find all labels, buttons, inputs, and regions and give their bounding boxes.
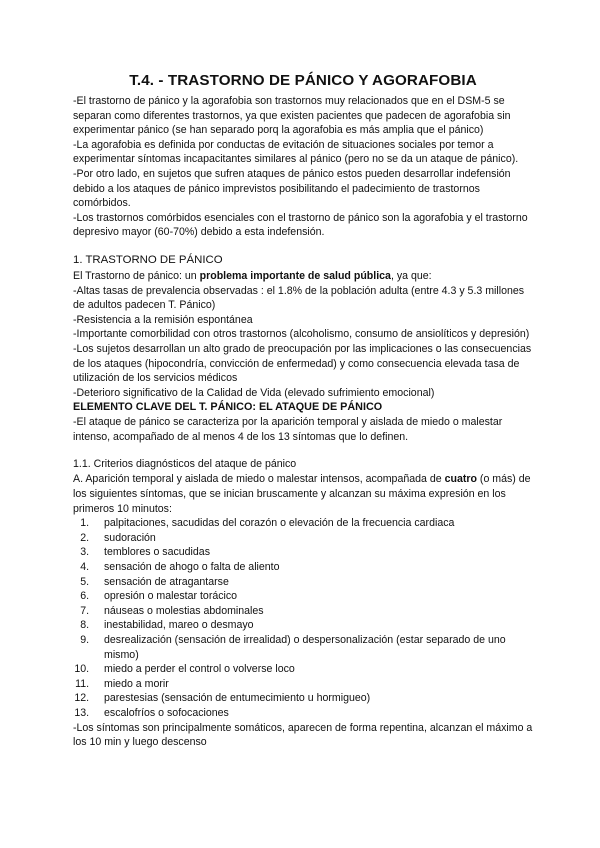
symptom-item: 9. desrealización (sensación de irrealidad) o despersonalización (estar separado de uno mismo)	[92, 633, 533, 662]
symptom-list	[73, 516, 533, 720]
closing-note: -Los síntomas son principalmente somáticos, aparecen de forma repentina, alcanzan el máximo a los 10 min y luego descenso	[73, 721, 533, 749]
symptom-item: 6. opresión o malestar torácico	[92, 589, 533, 604]
document-page	[73, 72, 533, 750]
symptom-item: 8. inestabilidad, mareo o desmayo	[92, 618, 533, 633]
key-element-heading: ELEMENTO CLAVE DEL T. PÁNICO: EL ATAQUE DE PÁNICO	[73, 401, 383, 414]
point-item: -Los sujetos desarrollan un alto grado de preocupación por las implicaciones o las consecuencias de los ataques (hipocondría, convicción de enfermedad) y como consecuencia elevada tasa de utilización de los servicios médicos	[73, 342, 532, 385]
key-element-text: -El ataque de pánico se caracteriza por la aparición temporal y aislada de miedo o malestar intenso, acompañado de al menos 4 de los 13 síntomas que lo definen.	[73, 416, 503, 443]
symptom-item: 2. sudoración	[92, 531, 533, 546]
criterion-emphasis: cuatro	[444, 473, 477, 486]
intro-paragraph: -Los trastornos comórbidos esenciales con el trastorno de pánico son la agorafobia y el trastorno depresivo mayor (60-70%) debido a esta indefensión.	[73, 211, 528, 239]
lead-emphasis: problema importante de salud pública	[199, 269, 391, 282]
intro-paragraph: -El trastorno de pánico y la agorafobia son trastornos muy relacionados que en el DSM-5 se separan como diferentes trastornos, ya que existen pacientes que padecen de agorafobia sin experimentar pánico (se han separado porq la agorafobia es más amplia que el pánico)	[73, 95, 511, 137]
point-item: -Resistencia a la remisión espontánea	[73, 313, 253, 326]
subsection-heading-criterios: 1.1. Criterios diagnósticos del ataque de pánico	[73, 458, 297, 471]
section-heading-trastorno-panico: 1. TRASTORNO DE PÁNICO	[73, 253, 223, 266]
symptom-item: 10. miedo a perder el control o volverse loco	[92, 662, 533, 677]
intro-paragraph: -Por otro lado, en sujetos que sufren ataques de pánico estos pueden desarrollar indefensión debido a los ataques de pánico imprevistos posibilitando el padecimiento de trastornos comórbidos.	[73, 167, 511, 210]
point-item: -Importante comorbilidad con otros trastornos (alcoholismo, consumo de ansiolíticos y depresión)	[73, 328, 530, 341]
symptom-item: 13. escalofríos o sofocaciones	[92, 706, 533, 721]
criterion-a: A. Aparición temporal y aislada de miedo o malestar intensos, acompañada de cuatro (o más) de los siguientes síntomas, que se inician bruscamente y alcanzan su máxima expresión en los primeros 10 minutos:	[73, 473, 531, 515]
point-item: -Altas tasas de prevalencia observadas : el 1.8% de la población adulta (entre 4.3 y 5.3 millones de adultos padecen T. Pánico)	[73, 284, 525, 312]
symptom-item: 3. temblores o sacudidas	[92, 545, 533, 560]
section-lead: El Trastorno de pánico: un problema importante de salud pública, ya que:	[73, 269, 432, 282]
point-item: -Deterioro significativo de la Calidad de Vida (elevado sufrimiento emocional)	[73, 386, 435, 399]
symptom-item: 4. sensación de ahogo o falta de aliento	[92, 560, 533, 575]
symptom-item: 1. palpitaciones, sacudidas del corazón o elevación de la frecuencia cardiaca	[92, 516, 533, 531]
symptom-item: 12. parestesias (sensación de entumecimiento u hormigueo)	[92, 691, 533, 706]
symptom-item: 7. náuseas o molestias abdominales	[92, 604, 533, 619]
symptom-item: 11. miedo a morir	[92, 677, 533, 692]
intro-paragraph: -La agorafobia es definida por conductas de evitación de situaciones sociales por temor a experimentar síntomas incapacitantes similares al pánico (pero no se da un ataque de pánico).	[73, 138, 519, 166]
symptom-item: 5. sensación de atragantarse	[92, 575, 533, 590]
page-title: T.4. - TRASTORNO DE PÁNICO Y AGORAFOBIA	[129, 72, 477, 89]
